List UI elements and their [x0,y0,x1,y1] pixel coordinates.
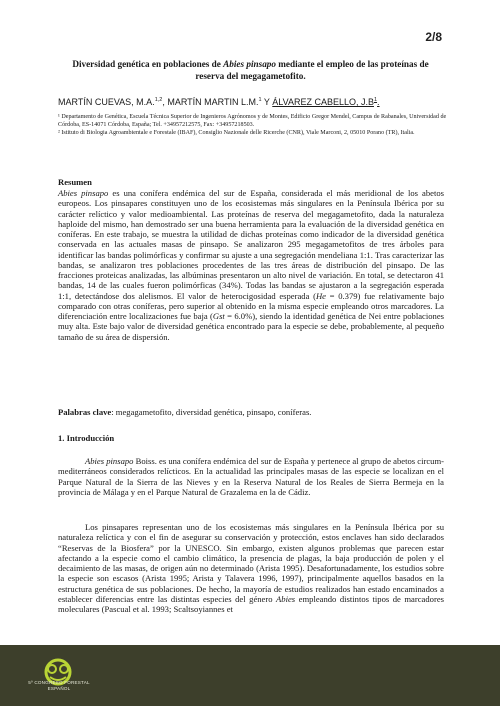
abstract-text-2: = 0.379) fue relativamente bajo comparado con otras coníferas, pero superior al obtenido en la misma especie empleando otros marcadores. La diferenciación entre localizaciones fue baja ( [58,290,445,321]
intro-species: Abies pinsapo [85,456,134,466]
abstract-body [58,188,444,342]
abstract-species: Abies pinsapo [58,188,109,198]
author-3-affil: 1 [373,97,378,103]
affiliations [58,114,456,139]
intro-p2-text-a: Los pinsapares representan uno de los ecosistemas más singulares en la Península Ibérica por su naturaleza relíctica y con el fin de asegurar su conservación y protección, estos enclaves han sido declarados “Reservas de la Biosfera” por la UNESCO. Sin embargo, existen algunos problemas que parecen estar afectando a la especie como el cambio climático, la presencia de plagas, la baja producción de polen y el decaimiento de las masas, de origen aún no determinado (Arista 1995). Desafortunadamente, los estudios sobre la especie son escasos (Arista 1995; Arista y Talavera 1996, 1997), principalmente aquellos basados en la estructura genética de sus poblaciones. De hecho, la mayoría de estudios realizados han estado encaminados a establecer diferencias entre las distintas especies del género [58,522,444,604]
title-part2: mediante el empleo de las proteínas de reserva del megagametofito. [195,59,429,81]
title-species: Abies pinsapo [223,59,276,69]
intro-p1-text: Boiss. es una conífera endémica del sur de España y pertenece al grupo de abetos circum-mediterráneos considerados relícticos. En la actualidad las principales masas de las especie se localizan en el Parque Natural de la Sierra de las Nieves y en la Reserva Natural de los Reales de Sierra Bermeja en la provincia de Málaga y en el Parque Natural de Grazalema en la de Cádiz. [58,456,444,497]
intro-p2-text-b: empleando distintos tipos de marcadores moleculares (Pascual et al. 1993; Scaltsoyiannes et [58,593,444,614]
keywords-label: Palabras clave [58,407,112,417]
title-part1: Diversidad genética en poblaciones de [72,59,224,69]
he-symbol: He [315,290,326,301]
affiliation-2: ² Istituto di Biologia Agroambientale e Forestale (IBAF), Consiglio Nazionale delle Ricerche (CNR), Viale Marconi, 2, 05010 Porano (TR), Italia. [58,130,415,137]
author-end: . [377,97,380,107]
intro-genus: Abies [276,593,296,604]
author-3: ÁLVAREZ CABELLO, J.B [272,97,374,107]
affiliation-1: ¹ Departamento de Genética, Escuela Técnica Superior de Ingenieros Agrónomos y de Montes, Edificio Gregor Mendel, Campus de Rabanales, Universidad de Córdoba, ES-14071 Córdoba, España; Tel. +34957212575, Fax: +34957218503. [58,114,447,128]
author-separator: Y [261,97,273,107]
congress-logo-text: 5º CONGRESO FORESTAL ESPAÑOL [28,680,90,691]
congress-logo-icon [22,655,94,701]
author-2: , MARTÍN MARTIN L.M. [162,97,259,107]
congress-footer-bar [0,645,500,706]
intro-heading: 1. Introducción [58,433,115,443]
intro-paragraph-1 [58,456,444,497]
author-2-affil: 1 [258,97,262,103]
keywords-text: : megagametofito, diversidad genética, pinsapo, coníferas. [111,407,312,417]
author-1: MARTÍN CUEVAS, M.A. [58,97,155,107]
page-number: 2/8 [425,30,442,44]
abstract-heading: Resumen [58,177,92,187]
author-list [58,95,458,108]
keywords [58,407,444,417]
intro-paragraph-2 [58,522,444,614]
gst-symbol: Gst [212,311,225,321]
abstract-text-1: es una conífera endémica del sur de España, considerada el más meridional de los abetos europeos. Los pinsapares constituyen uno de los ecosistemas más singulares en la Península Ibérica por su carácter relíctico y valor medioambiental. Las proteínas de reserva del megagametofito, dada la naturaleza haploide del mismo, han demostrado ser una buena herramienta para la evaluación de la diversidad genética en coníferas. En este trabajo, se muestra la utilidad de dichas proteínas como indicador de la diversidad genética conservada en las actuales masas de pinsapo. Se analizaron 295 megagametofitos de tres árboles para identificar las bandas polimórficas y confirmar su ajuste a una segregación mendeliana 1:1. Tras caracterizar las bandas, se analizaron tres poblaciones procedentes de las tres áreas de distribución del pinsapo. De las fracciones proteicas analizadas, las albúminas presentaron un alto nivel de variación. En total, se detectaron 41 bandas, 14 de las cuales fueron polimórficas (34%). Todas las bandas se ajustaron a la segregación esperada 1:1, detectándose dos alelismos. El valor de heterocigosidad esperada ( [58,188,444,301]
abstract-text-3: = 6.0%), siendo la identidad genética de Nei entre poblaciones muy alta. Este bajo valor de diversidad genética encontrado para la especie se debe, probablemente, al pequeño tamaño de su área de dispersión. [58,311,444,342]
author-1-affil: 1,2 [154,97,163,103]
paper-title [58,58,443,82]
